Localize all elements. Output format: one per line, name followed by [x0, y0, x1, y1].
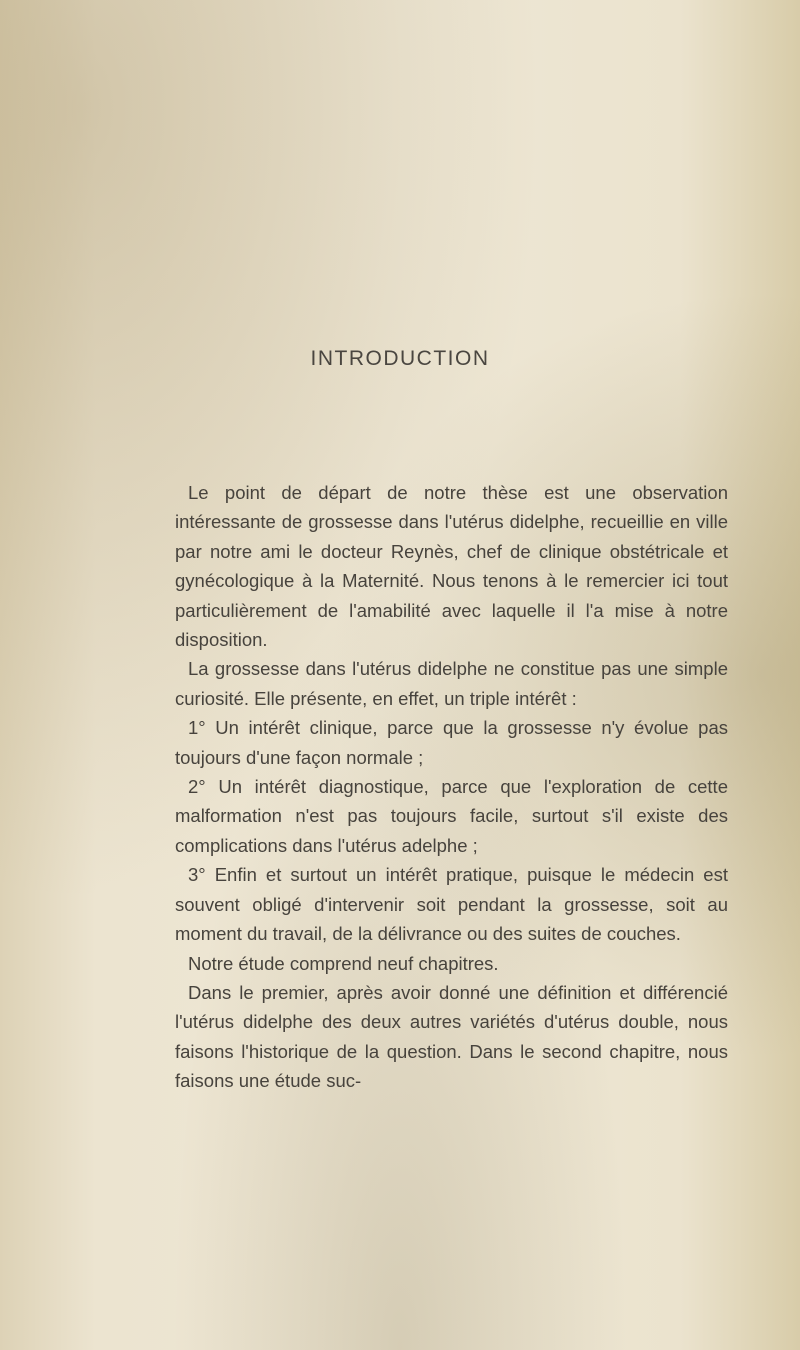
paragraph: 1° Un intérêt clinique, parce que la grossesse n'y évolue pas toujours d'une façon normale ; — [175, 717, 728, 768]
paragraph: Notre étude comprend neuf chapitres. — [188, 952, 499, 974]
paragraph: La grossesse dans l'utérus didelphe ne constitue pas une simple curiosité. Elle présente, en effet, un triple intérêt : — [175, 658, 728, 709]
paragraph: Le point de départ de notre thèse est une observation intéressante de grossesse dans l'utérus didelphe, recueillie en ville par notre ami le docteur Reynès, chef de clinique obstétricale et gynécologique à la Maternité. Nous tenons à le remercier ici tout particulièrement de l'amabilité avec laquelle il l'a mise à notre disposition. — [175, 482, 728, 651]
body-text — [175, 478, 728, 1096]
paragraph: Dans le premier, après avoir donné une définition et différencié l'utérus didelphe des deux autres variétés d'utérus double, nous faisons l'historique de la question. Dans le second chapitre, nous faisons une étude suc- — [175, 981, 728, 1092]
paragraph: 3° Enfin et surtout un intérêt pratique, puisque le médecin est souvent obligé d'intervenir soit pendant la grossesse, soit au moment du travail, de la délivrance ou des suites de couches. — [175, 864, 728, 945]
paragraph: 2° Un intérêt diagnostique, parce que l'exploration de cette malformation n'est pas toujours facile, surtout s'il existe des complications dans l'utérus adelphe ; — [175, 776, 728, 856]
page-title: INTRODUCTION — [310, 347, 490, 370]
